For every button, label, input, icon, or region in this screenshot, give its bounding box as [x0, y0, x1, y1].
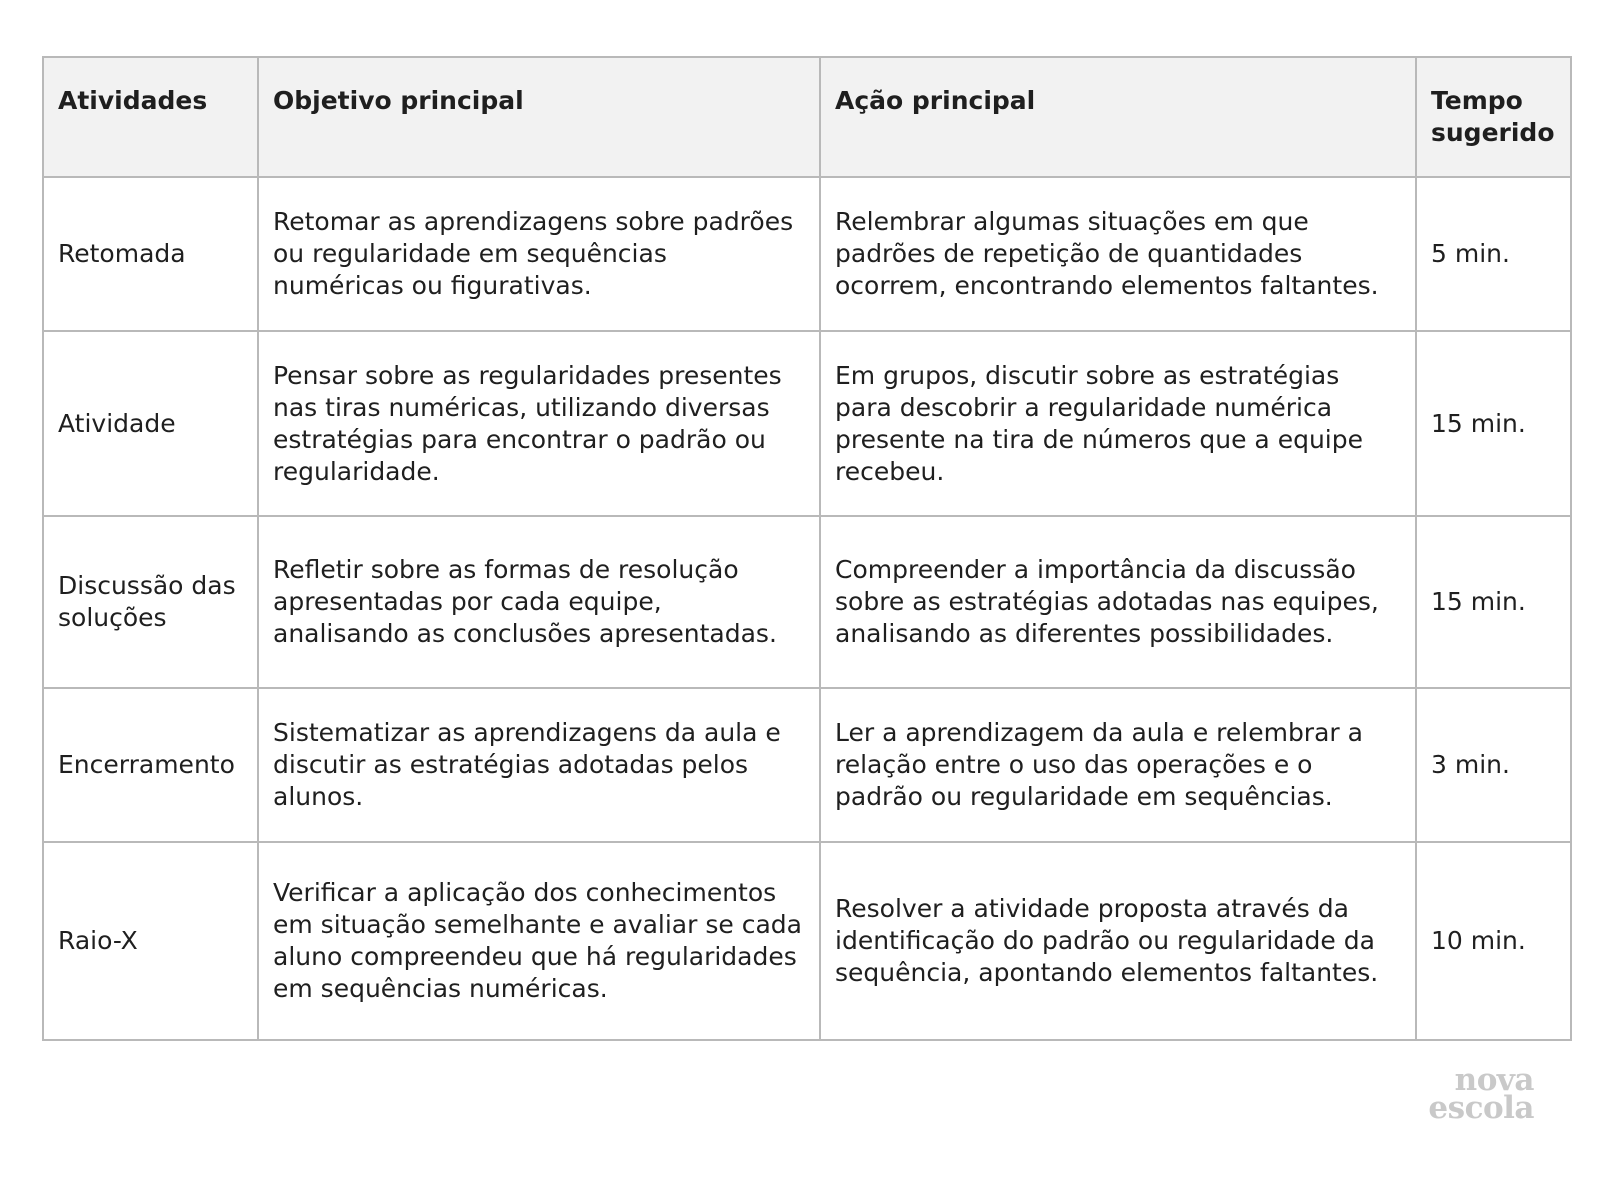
- cell-atividade: Retomada: [43, 177, 258, 331]
- cell-acao: Compreender a importância da discussão sobre as estratégias adotadas nas equipes, analisando as diferentes possibilidades.: [820, 516, 1416, 688]
- cell-objetivo: Verificar a aplicação dos conhecimentos em situação semelhante e avaliar se cada aluno compreendeu que há regularidades em sequências numéricas.: [258, 842, 820, 1040]
- cell-objetivo: Sistematizar as aprendizagens da aula e discutir as estratégias adotadas pelos alunos.: [258, 688, 820, 842]
- header-acao: Ação principal: [820, 57, 1416, 177]
- table-row: [43, 688, 1571, 842]
- cell-atividade: Raio-X: [43, 842, 258, 1040]
- logo-line-escola: escola: [1428, 1090, 1534, 1126]
- lesson-plan-table: [42, 56, 1572, 1041]
- cell-atividade: Discussão das soluções: [43, 516, 258, 688]
- cell-acao: Em grupos, discutir sobre as estratégias para descobrir a regularidade numérica presente na tira de números que a equipe recebeu.: [820, 331, 1416, 516]
- cell-tempo: 15 min.: [1416, 331, 1571, 516]
- cell-objetivo: Refletir sobre as formas de resolução apresentadas por cada equipe, analisando as conclusões apresentadas.: [258, 516, 820, 688]
- cell-tempo: 5 min.: [1416, 177, 1571, 331]
- cell-objetivo: Retomar as aprendizagens sobre padrões ou regularidade em sequências numéricas ou figurativas.: [258, 177, 820, 331]
- cell-tempo: 10 min.: [1416, 842, 1571, 1040]
- cell-acao: Relembrar algumas situações em que padrões de repetição de quantidades ocorrem, encontrando elementos faltantes.: [820, 177, 1416, 331]
- table-row: [43, 516, 1571, 688]
- nova-escola-logo: [1428, 1062, 1534, 1126]
- cell-atividade: Encerramento: [43, 688, 258, 842]
- table-row: [43, 842, 1571, 1040]
- table-row: [43, 331, 1571, 516]
- header-tempo: Tempo sugerido: [1416, 57, 1571, 177]
- header-atividades: Atividades: [43, 57, 258, 177]
- cell-acao: Resolver a atividade proposta através da identificação do padrão ou regularidade da sequência, apontando elementos faltantes.: [820, 842, 1416, 1040]
- logo-line-nova: nova: [1454, 1062, 1534, 1098]
- cell-objetivo: Pensar sobre as regularidades presentes nas tiras numéricas, utilizando diversas estratégias para encontrar o padrão ou regularidade.: [258, 331, 820, 516]
- cell-tempo: 15 min.: [1416, 516, 1571, 688]
- cell-atividade: Atividade: [43, 331, 258, 516]
- table-row: [43, 177, 1571, 331]
- table-header-row: [43, 57, 1571, 177]
- cell-tempo: 3 min.: [1416, 688, 1571, 842]
- header-objetivo: Objetivo principal: [258, 57, 820, 177]
- cell-acao: Ler a aprendizagem da aula e relembrar a relação entre o uso das operações e o padrão ou regularidade em sequências.: [820, 688, 1416, 842]
